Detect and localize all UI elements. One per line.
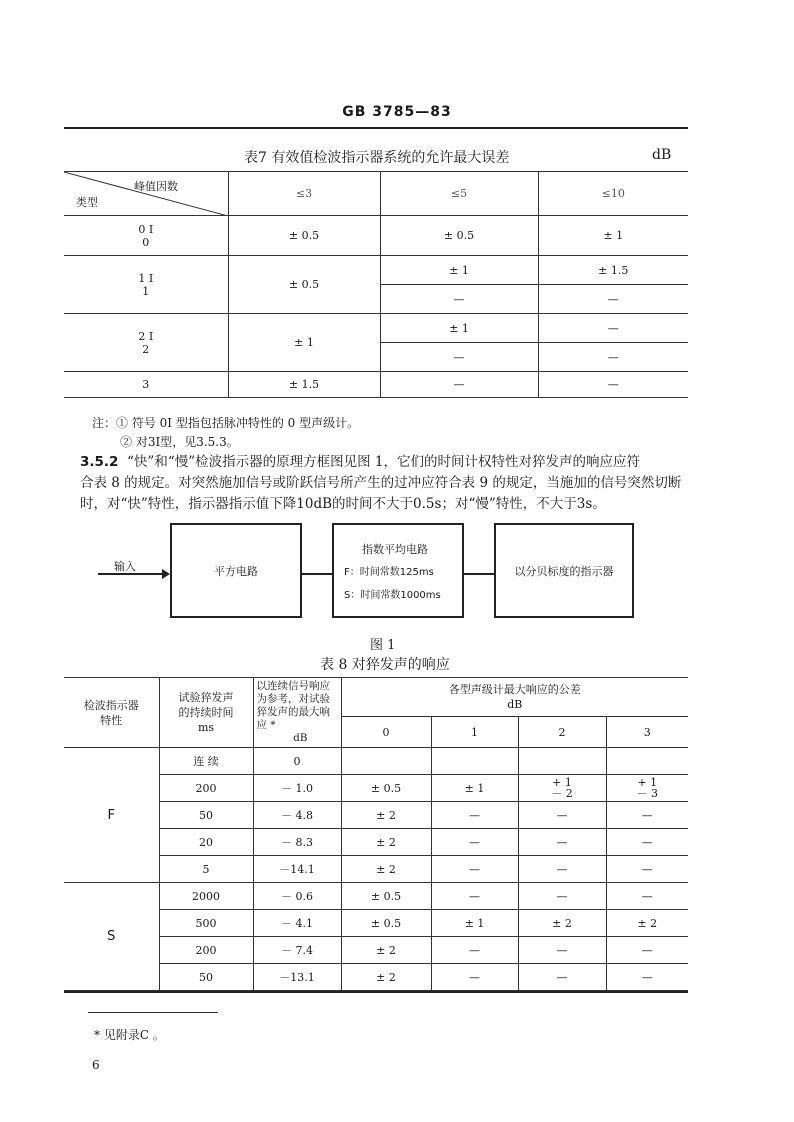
table8-tol-cell: ± 2	[341, 964, 431, 991]
table7-cell: —	[538, 372, 688, 398]
indicator-box	[494, 523, 634, 618]
table8-tol-cell: —	[431, 802, 518, 829]
table8-tol-cell: + 1 － 2	[518, 775, 606, 802]
table8-tol-cell: ± 2	[341, 856, 431, 883]
table8-tol-cell: ± 2	[606, 910, 688, 937]
table8-tol-cell: ± 2	[341, 937, 431, 964]
figure-caption: 图 1	[370, 638, 396, 653]
table8-ref-cell: － 4.8	[253, 802, 341, 829]
connector-line	[464, 573, 494, 575]
table8-tol-cell: —	[606, 856, 688, 883]
table8-tol-cell: —	[606, 829, 688, 856]
table8-ref-cell: － 8.3	[253, 829, 341, 856]
table8-type-header: 0	[341, 717, 431, 748]
table8-tol-cell: —	[518, 856, 606, 883]
table7-cell: —	[380, 372, 538, 398]
table7-col-header: ≤10	[538, 172, 688, 216]
square-circuit-box	[170, 523, 302, 618]
table7-cell: ± 0.5	[228, 216, 380, 256]
table7-cell: ± 1	[380, 256, 538, 285]
indicator-label: 以分贝标度的指示器	[514, 564, 614, 578]
table8-ref-cell: － 4.1	[253, 910, 341, 937]
table7-caption: 表7 有效值检波指示器系统的允许最大误差	[244, 150, 510, 166]
footnote-rule	[88, 1012, 218, 1013]
exp-average-s: S：时间常数1000ms	[344, 589, 441, 601]
arrow-head-icon	[162, 569, 170, 579]
input-arrow	[98, 573, 168, 575]
table8-tol-cell: ± 0.5	[341, 775, 431, 802]
square-circuit-label: 平方电路	[214, 564, 258, 578]
table7-note-2: ② 对3I型，见3.5.3。	[120, 435, 239, 449]
table8-dur-cell: 连 续	[159, 748, 253, 775]
table8-char-cell: F	[64, 748, 159, 883]
table7-cell: ± 1	[380, 314, 538, 343]
table8-tol-cell: ± 2	[341, 802, 431, 829]
table7-cell: —	[538, 343, 688, 372]
table7-cell: —	[538, 285, 688, 314]
table8-tol-cell: —	[606, 964, 688, 991]
table7-cell: ± 1	[538, 216, 688, 256]
table7-cell: —	[380, 343, 538, 372]
table7-cell: ± 0.5	[228, 256, 380, 314]
table8-tol-cell: ± 1	[431, 910, 518, 937]
exp-average-f: F：时间常数125ms	[344, 566, 434, 578]
table8-tol-cell	[518, 748, 606, 775]
table8-tol-cell	[431, 748, 518, 775]
table7-cell: ± 1	[228, 314, 380, 372]
table7-cell: —	[538, 314, 688, 343]
table8-tol-cell: —	[431, 964, 518, 991]
table8-tol-cell: —	[431, 883, 518, 910]
corner-bottom-label: 类型	[76, 196, 98, 209]
table8-tol-cell: ± 2	[518, 910, 606, 937]
paragraph-line: “快”和“慢”检波指示器的原理方框图见图 1，它们的时间计权特性对猝发声的响应应符	[127, 454, 641, 470]
table8-dur-cell: 200	[159, 937, 253, 964]
section-number: 3.5.2	[80, 454, 119, 470]
table8-tol-cell: —	[518, 937, 606, 964]
table8-tol-cell: —	[606, 937, 688, 964]
standard-number: GB 3785—83	[342, 104, 452, 120]
table8-tol-cell: —	[518, 964, 606, 991]
table7-cell: ± 1.5	[538, 256, 688, 285]
table7-type-cell: 2 I 2	[64, 314, 228, 372]
table7-col-header: ≤3	[228, 172, 380, 216]
table8-tol-cell: ± 2	[341, 829, 431, 856]
table8-ref-cell: 0	[253, 748, 341, 775]
page-number: 6	[92, 1058, 100, 1072]
table8-ref-cell: － 0.6	[253, 883, 341, 910]
table8-header-ref: 以连续信号响应为参考，对试验猝发声的最大响应 * dB	[253, 678, 341, 748]
table8-tol-cell: —	[518, 883, 606, 910]
table8-dur-cell: 5	[159, 856, 253, 883]
footnote: * 见附录C 。	[94, 1028, 165, 1042]
table8-tol-cell: —	[606, 883, 688, 910]
table8-caption: 表 8 对猝发声的响应	[320, 657, 450, 673]
table8-dur-cell: 20	[159, 829, 253, 856]
table8-tol-cell	[341, 748, 431, 775]
table8-ref-cell: － 1.0	[253, 775, 341, 802]
table8-type-header: 2	[518, 717, 606, 748]
table7-type-cell: 3	[64, 372, 228, 398]
table8	[64, 677, 688, 991]
table7-note-1: 注：① 符号 0I 型指包括脉冲特性的 0 型声级计。	[92, 416, 360, 430]
section-paragraph	[80, 452, 692, 515]
table8-tol-cell: —	[431, 856, 518, 883]
table8-ref-cell: － 7.4	[253, 937, 341, 964]
table8-tol-cell: ± 0.5	[341, 883, 431, 910]
table8-header-tolerance: 各型声级计最大响应的公差 dB	[341, 678, 688, 717]
table7-type-cell: 1 I 1	[64, 256, 228, 314]
table8-tol-cell	[606, 748, 688, 775]
table7-unit: dB	[652, 147, 672, 163]
table8-dur-cell: 500	[159, 910, 253, 937]
table7-type-cell: 0 I 0	[64, 216, 228, 256]
table8-bottom-rule	[64, 991, 688, 993]
input-label: 输入	[114, 560, 136, 573]
table8-char-cell: S	[64, 883, 159, 991]
paragraph-line: 合表 8 的规定。对突然施加信号或阶跃信号所产生的过冲应符合表 9 的规定，当施加的信号突然切断	[80, 475, 682, 491]
table7-cell: ± 1.5	[228, 372, 380, 398]
table8-tol-cell: + 1 － 3	[606, 775, 688, 802]
table8-tol-cell: —	[518, 802, 606, 829]
table7-corner-cell	[64, 172, 228, 216]
table8-tol-cell: —	[606, 802, 688, 829]
header-rule	[64, 127, 688, 129]
table8-type-header: 1	[431, 717, 518, 748]
table8-tol-cell: ± 0.5	[341, 910, 431, 937]
exponential-average-box	[332, 523, 464, 618]
table7-col-header: ≤5	[380, 172, 538, 216]
table7-cell: ± 0.5	[380, 216, 538, 256]
table8-dur-cell: 200	[159, 775, 253, 802]
table8-tol-cell: —	[431, 829, 518, 856]
table8-tol-cell: ± 1	[431, 775, 518, 802]
table8-tol-cell: —	[518, 829, 606, 856]
paragraph-line: 时，对“快”特性，指示器指示值下降10dB的时间不大于0.5s；对“慢”特性，不大于3s。	[80, 496, 606, 512]
table7	[64, 171, 688, 398]
corner-top-label: 峰值因数	[134, 180, 178, 193]
table8-dur-cell: 2000	[159, 883, 253, 910]
table7-cell: —	[380, 285, 538, 314]
table8-header-char: 检波指示器 特性	[64, 678, 159, 748]
table8-dur-cell: 50	[159, 802, 253, 829]
connector-line	[302, 573, 332, 575]
table8-ref-cell: －13.1	[253, 964, 341, 991]
table8-ref-cell: －14.1	[253, 856, 341, 883]
table8-tol-cell: —	[431, 937, 518, 964]
table8-header-duration: 试验猝发声 的持续时间 ms	[159, 678, 253, 748]
table8-type-header: 3	[606, 717, 688, 748]
exp-average-title: 指数平均电路	[362, 542, 428, 556]
table8-dur-cell: 50	[159, 964, 253, 991]
